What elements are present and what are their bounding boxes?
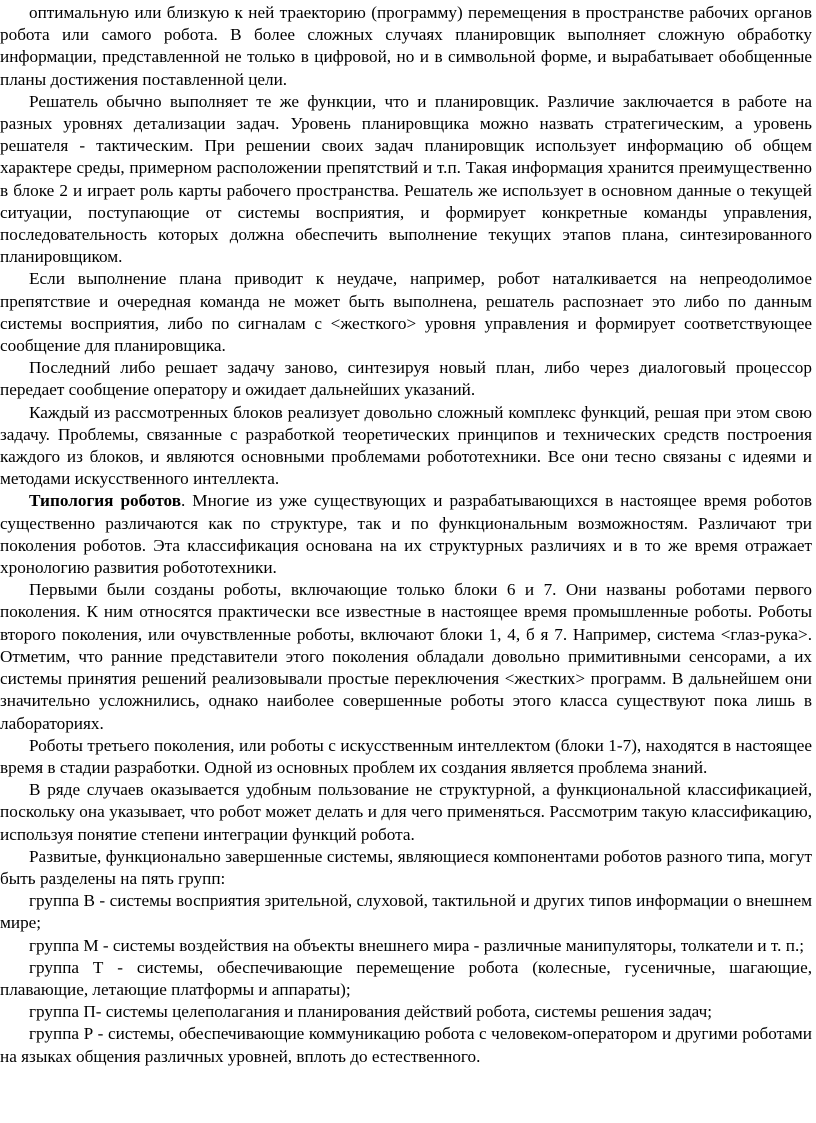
list-item-group-p: группа П- системы целеполагания и планирования действий робота, системы решения задач;	[29, 1002, 713, 1022]
paragraph-five-groups: Развитые, функционально завершенные системы, являющиеся компонентами роботов разного типа, могут быть разделены на пять групп:	[0, 846, 812, 888]
list-item-group-m: группа М - системы воздействия на объекты внешнего мира - различные манипуляторы, толкатели и т. п.;	[29, 935, 805, 955]
paragraph-functional-classification: В ряде случаев оказывается удобным пользование не структурной, а функциональной классификацией, поскольку она указывает, что робот может делать и для чего применяться. Рассмотрим такую классификацию, используя понятие степени интеграции функций робота.	[0, 780, 812, 844]
paragraph-plan-failure: Если выполнение плана приводит к неудаче, например, робот наталкивается на непреодолимое препятствие и очередная команда не может быть выполнена, решатель распознает это либо по данным системы восприятия, либо по сигналам с <жесткого> уровня управления и формирует соответствующее сообщение для планировщика.	[0, 269, 812, 356]
paragraph-replanning: Последний либо решает задачу заново, синтезируя новый план, либо через диалоговый процессор передает сообщение оператору и ожидает дальнейших указаний.	[0, 358, 812, 400]
list-item-group-t: группа Т - системы, обеспечивающие перемещение робота (колесные, гусеничные, шагающие, плавающие, летающие платформы и аппараты);	[0, 957, 812, 999]
paragraph-third-generation: Роботы третьего поколения, или роботы с искусственным интеллектом (блоки 1-7), находятся в настоящее время в стадии разработки. Одной из основных проблем их создания является проблема знаний.	[0, 735, 812, 777]
list-item-group-r: группа Р - системы, обеспечивающие коммуникацию робота с человеком-оператором и другими роботами на языках общения различных уровней, вплоть до естественного.	[0, 1024, 812, 1066]
list-item-group-v: группа В - системы восприятия зрительной, слуховой, тактильной и других типов информации о внешнем мире;	[0, 891, 812, 933]
paragraph-first-generation: Первыми были созданы роботы, включающие только блоки 6 и 7. Они названы роботами первого поколения. К ним относятся практически все известные в настоящее время промышленные роботы. Роботы второго поколения, или очувствленные роботы, включают блоки 1, 4, б я 7. Например, система <глаз-рука>. Отметим, что ранние представители этого поколения обладали довольно примитивными сенсорами, а их системы принятия решений реализовывали простые переключения <жестких> программ. В дальнейшем они значительно усложнились, однако наиболее совершенные роботы этого класса существуют пока лишь в лабораториях.	[0, 580, 812, 733]
typology-heading: Типология роботов	[29, 491, 181, 511]
paragraph-blocks-complexity: Каждый из рассмотренных блоков реализует довольно сложный комплекс функций, решая при этом свою задачу. Проблемы, связанные с разработкой теоретических принципов и технических средств построения каждого из блоков, и являются основными проблемами робототехники. Все они тесно связаны с идеями и методами искусственного интеллекта.	[0, 402, 812, 489]
typology-text: . Многие из уже существующих и разрабатывающихся в настоящее время роботов существенно различаются как по структуре, так и по функциональным возможностям. Различают три поколения роботов. Эта классификация основана на их структурных различиях и в то же время отражает хронологию развития робототехники.	[0, 491, 812, 578]
paragraph-solver: Решатель обычно выполняет те же функции, что и планировщик. Различие заключается в работе на разных уровнях детализации задач. Уровень планировщика можно назвать стратегическим, а уровень решателя - тактическим. При решении своих задач планировщик использует информацию об общем характере среды, примерном расположении препятствий и т.п. Такая информация хранится преимущественно в блоке 2 и играет роль карты рабочего пространства. Решатель же использует в основном данные о текущей ситуации, поступающие от системы восприятия, и формирует конкретные команды управления, последовательность которых должна обеспечить выполнение текущих этапов плана, синтезированного планировщиком.	[0, 91, 812, 267]
paragraph-planner-trajectory: оптимальную или близкую к ней траекторию (программу) перемещения в пространстве рабочих органов робота или самого робота. В более сложных случаях планировщик выполняет сложную обработку информации, представленной не только в цифровой, но и в символьной форме, и вырабатывает обобщенные планы достижения поставленной цели.	[0, 3, 812, 89]
paragraph-typology	[0, 490, 812, 579]
